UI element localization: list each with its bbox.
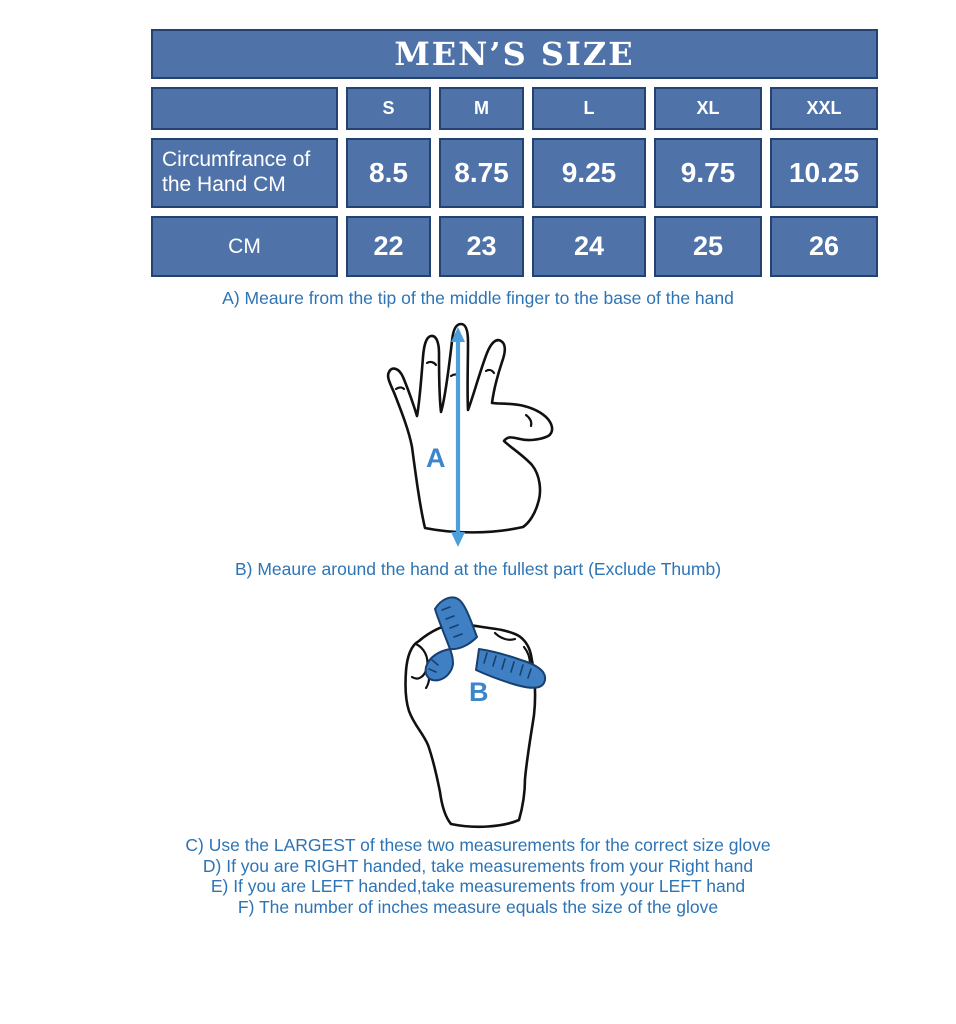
size-header-l: L — [532, 87, 646, 130]
size-header-s: S — [346, 87, 431, 130]
row-label-cm: CM — [151, 216, 338, 277]
instruction-a: A) Meaure from the tip of the middle finger to the base of the hand — [222, 288, 734, 308]
cm-s: 22 — [346, 216, 431, 277]
corner-cell — [151, 87, 338, 130]
diagram-b-label: B — [469, 677, 489, 707]
cm-xxl: 26 — [770, 216, 878, 277]
hand-circumference-diagram — [397, 587, 587, 832]
size-header-xxl: XXL — [770, 87, 878, 130]
cm-m: 23 — [439, 216, 524, 277]
arrow-head-bottom — [451, 532, 465, 547]
cm-l: 24 — [532, 216, 646, 277]
instructions-footer — [0, 835, 956, 917]
mens-size-table — [151, 29, 878, 277]
size-header-xl: XL — [654, 87, 762, 130]
size-header-m: M — [439, 87, 524, 130]
circumference-xxl: 10.25 — [770, 138, 878, 208]
diagram-a-label: A — [426, 442, 446, 473]
instruction-f: F) The number of inches measure equals the size of the glove — [237, 896, 719, 917]
instruction-c: C) Use the LARGEST of these two measurements for the correct size glove — [185, 835, 771, 855]
circumference-xl: 9.75 — [654, 138, 762, 208]
instruction-b: B) Meaure around the hand at the fullest part (Exclude Thumb) — [234, 558, 722, 579]
circumference-l: 9.25 — [532, 138, 646, 208]
circumference-m: 8.75 — [439, 138, 524, 208]
row-label-circumference: Circumfrance of the Hand CM — [151, 138, 338, 208]
table-title: MEN’S SIZE — [151, 29, 878, 79]
cm-xl: 25 — [654, 216, 762, 277]
circumference-s: 8.5 — [346, 138, 431, 208]
open-hand-outline — [388, 324, 552, 532]
instruction-e: E) If you are LEFT handed,take measurements from your LEFT hand — [210, 876, 746, 896]
instruction-d: D) If you are RIGHT handed, take measurements from your Right hand — [202, 855, 754, 876]
hand-length-diagram — [368, 315, 588, 555]
